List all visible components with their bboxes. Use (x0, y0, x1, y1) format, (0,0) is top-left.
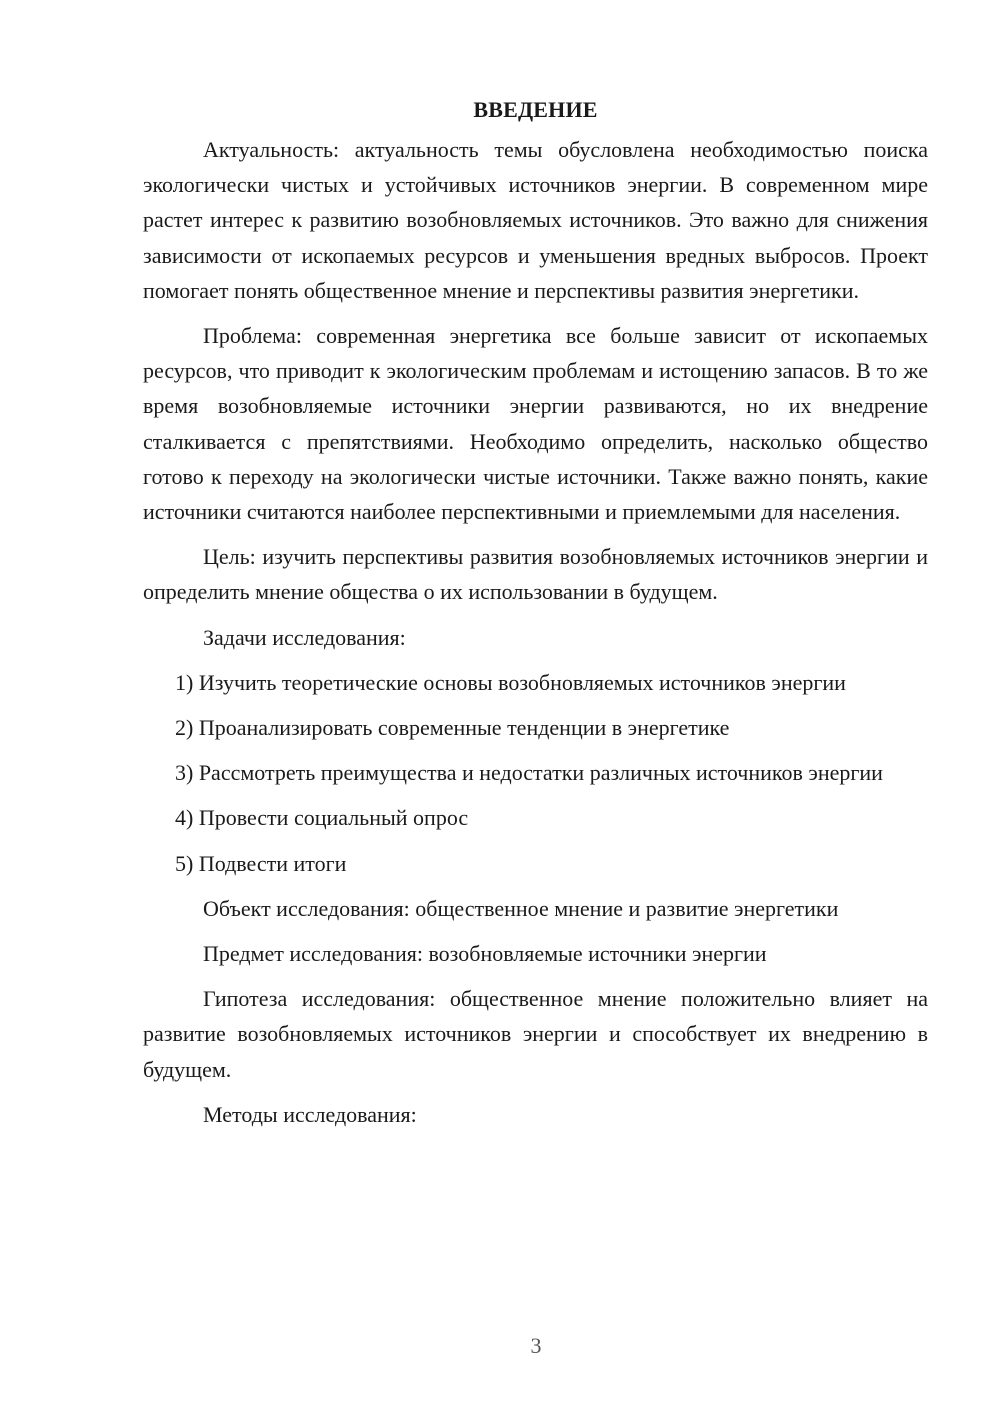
paragraph-goal: Цель: изучить перспективы развития возобновляемых источников энергии и определить мнение общества о их использовании в будущем. (143, 544, 928, 605)
paragraph-tasks-heading: Задачи исследования: (203, 624, 406, 650)
paragraph-problem: Проблема: современная энергетика все больше зависит от ископаемых ресурсов, что приводит к экологическим проблемам и истощению запасов. В то же время возобновляемые источники энергии развиваются, но их внедрение сталкивается с препятствиями. Необходимо определить, насколько общество готово к переходу на экологически чистые источники. Также важно понять, какие источники считаются наиболее перспективными и приемлемыми для населения. (143, 323, 928, 525)
task-item-3: 3) Рассмотреть преимущества и недостатки различных источников энергии (175, 760, 883, 786)
task-item-1: 1) Изучить теоретические основы возобновляемых источников энергии (175, 669, 846, 695)
section-title: ВВЕДЕНИЕ (473, 97, 598, 122)
task-item-2: 2) Проанализировать современные тенденции в энергетике (175, 715, 730, 741)
task-item-5: 5) Подвести итоги (175, 850, 347, 876)
task-item-4: 4) Провести социальный опрос (175, 805, 469, 831)
paragraph-hypothesis: Гипотеза исследования: общественное мнение положительно влияет на развитие возобновляемых источников энергии и способствует их внедрению в будущем. (143, 986, 928, 1082)
page-number: 3 (530, 1333, 542, 1358)
paragraph-subject: Предмет исследования: возобновляемые источники энергии (203, 941, 767, 967)
document-page (143, 92, 928, 1142)
paragraph-methods: Методы исследования: (203, 1101, 417, 1127)
paragraph-object: Объект исследования: общественное мнение и развитие энергетики (203, 895, 839, 921)
paragraph-relevance: Актуальность: актуальность темы обусловлена необходимостью поиска экологически чистых и устойчивых источников энергии. В современном мире растет интерес к развитию возобновляемых источников. Это важно для снижения зависимости от ископаемых ресурсов и уменьшения вредных выбросов. Проект помогает понять общественное мнение и перспективы развития энергетики. (143, 137, 928, 303)
